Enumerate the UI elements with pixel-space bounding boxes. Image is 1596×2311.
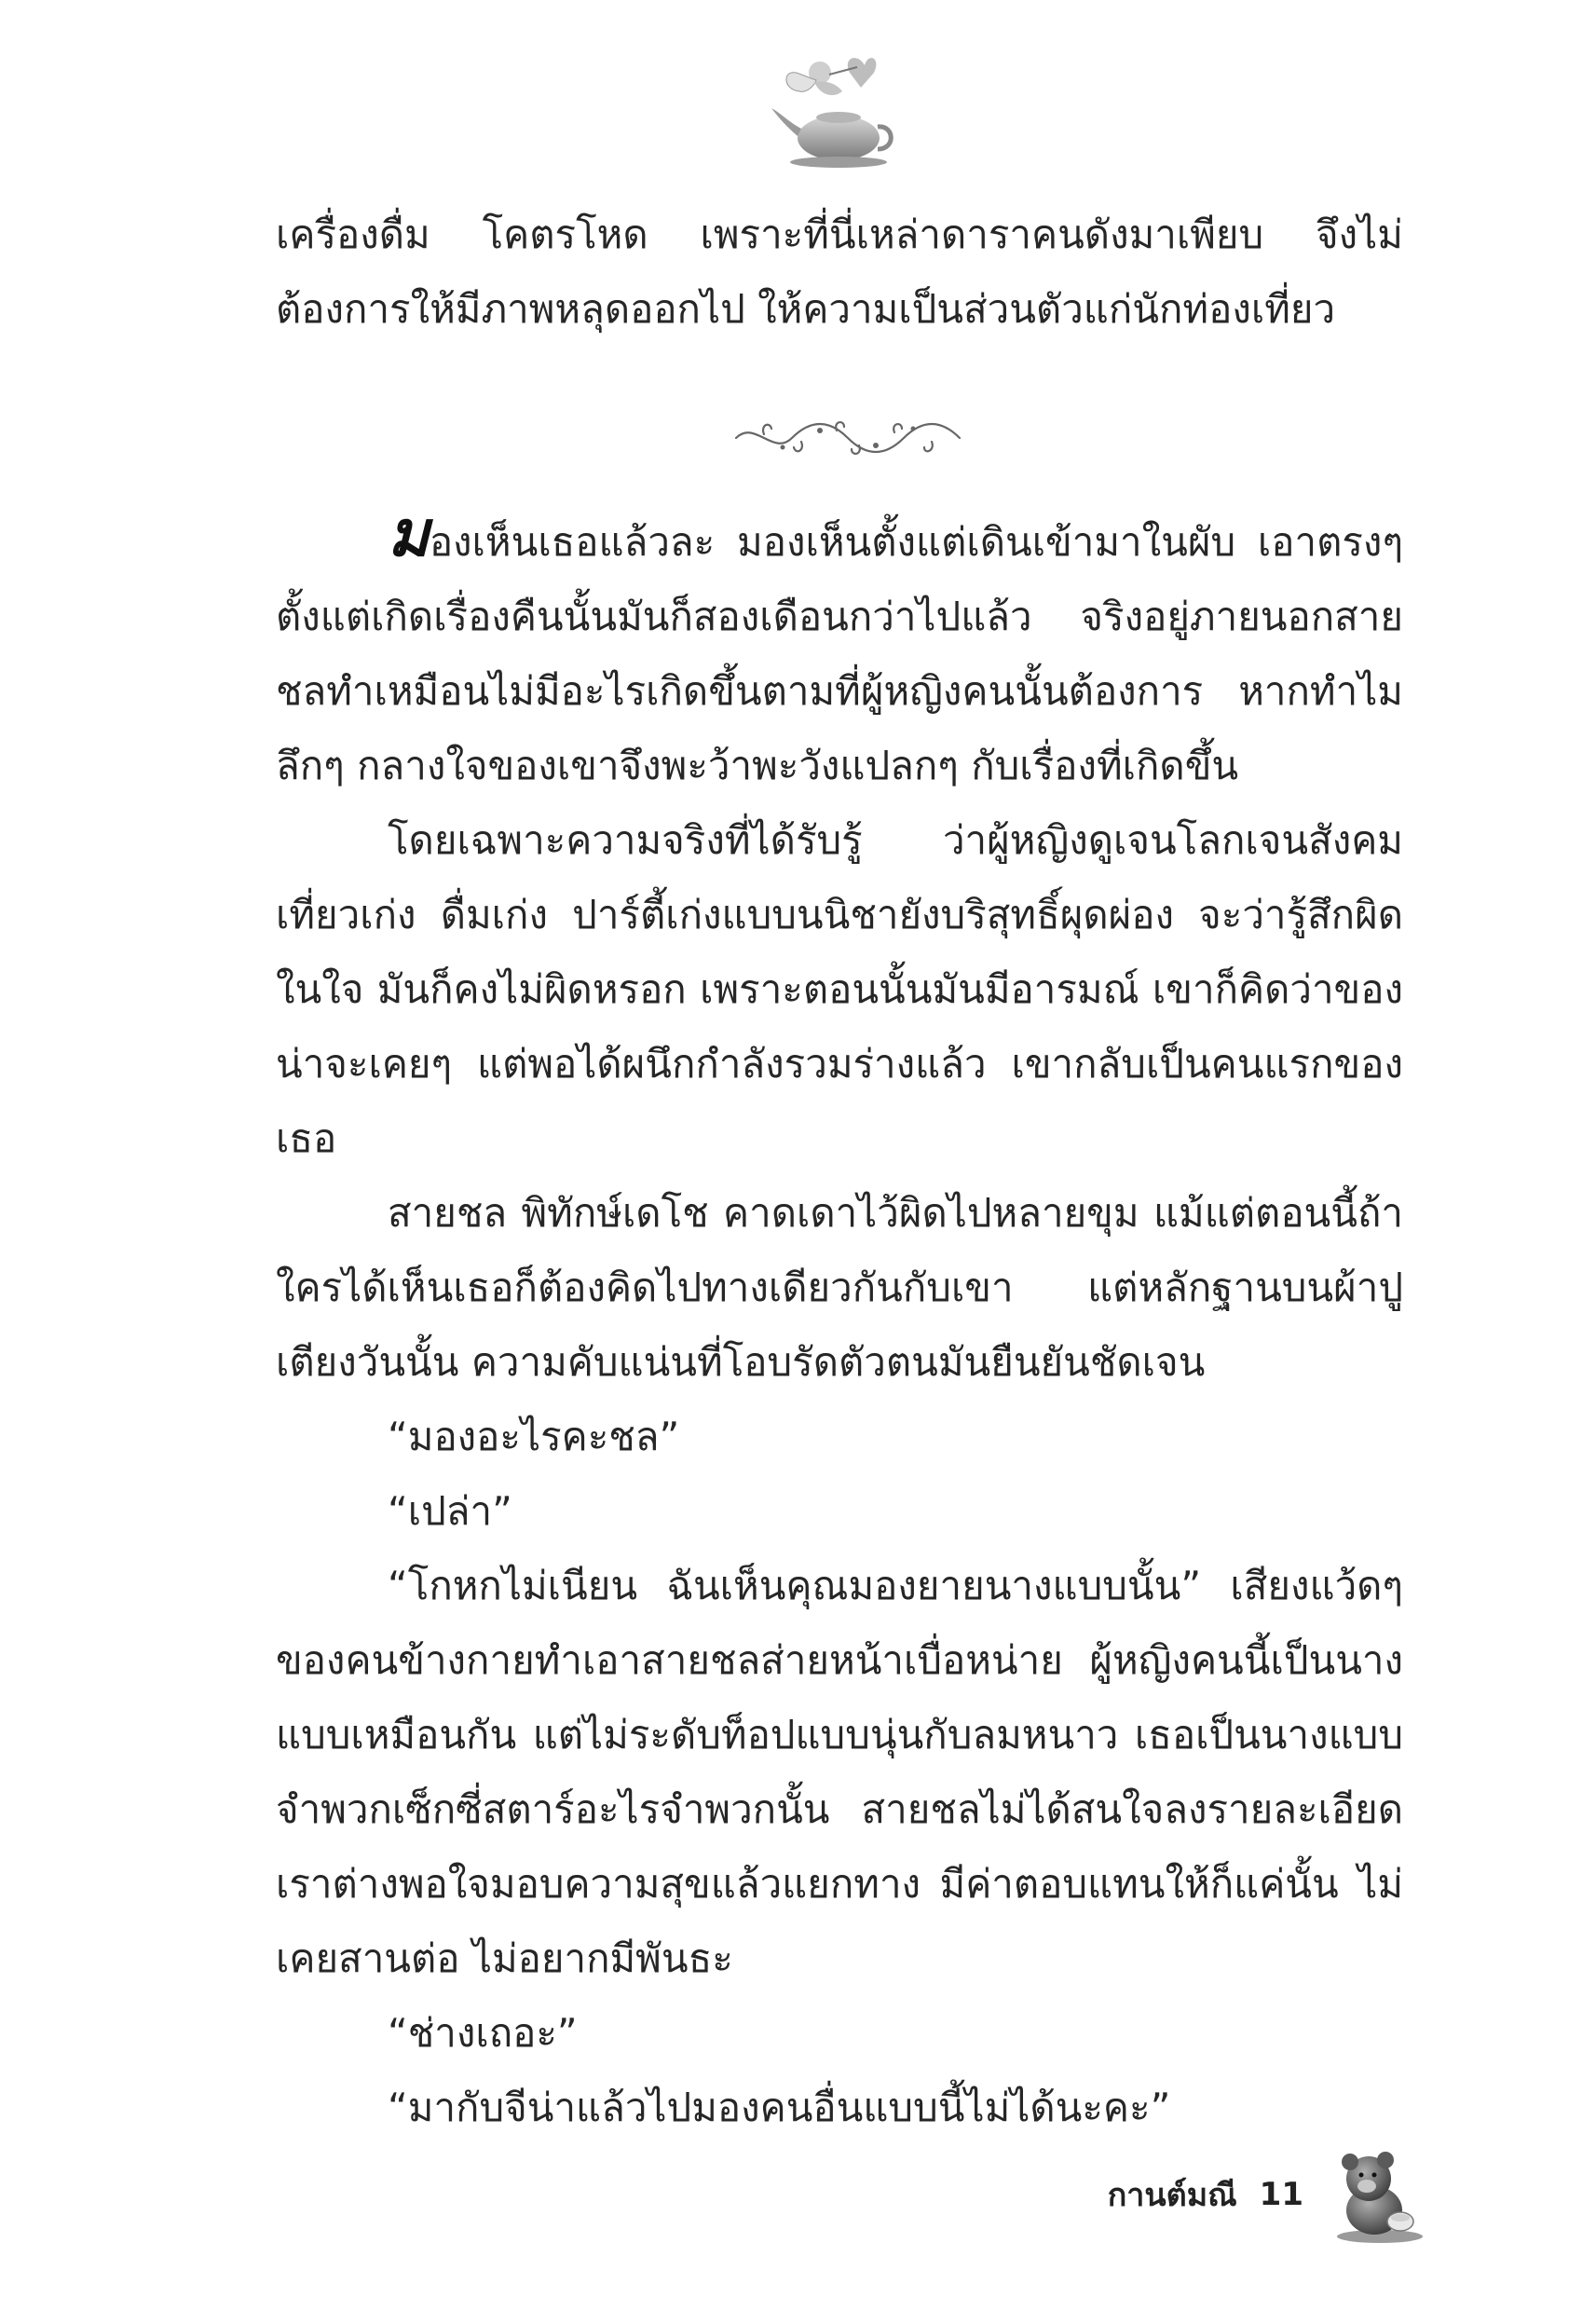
paragraph: “โกหกไม่เนียน ฉันเห็นคุณมองยายนางแบบนั้น” เสียงแว้ดๆ ของคนข้างกายทำเอาสายชลส่ายหน้าเบื่อหน่าย ผู้หญิงคนนี้เป็นนางแบบเหมือนกัน แต่ไม่ระดับท็อปแบบนุ่นกับลมหนาว เธอเป็นนางแบบจำพวกเซ็กซี่สตาร์อะไรจำพวกนั้น สายชลไม่ได้สนใจลงรายละเอียด เราต่างพอใจมอบความสุขแล้วแยกทาง มีค่าตอบแทนให้ก็แค่นั้น ไม่เคยสานต่อ ไม่อยากมีพันธะ [276,1563,1403,1981]
paragraph-block-2 [276,497,1403,2145]
floral-divider-icon [727,410,969,466]
dialog-line: “เปล่า” [388,1488,512,1534]
dialog-line: “มองอะไรคะชล” [388,1414,680,1459]
book-title: กานต์มณี [1107,2177,1237,2214]
paragraph: สายชล พิทักษ์เดโช คาดเดาไว้ผิดไปหลายขุม แม้แต่ตอนนี้ถ้าใครได้เห็นเธอก็ต้องคิดไปทางเดียวกันกับเขา แต่หลักฐานบนผ้าปูเตียงวันนั้น ความคับแน่นที่โอบรัดตัวตนมันยืนยันชัดเจน [276,1190,1403,1385]
dialog-line: “ช่างเถอะ” [388,2010,578,2056]
drop-cap-letter: ม [388,497,430,571]
dialog-line: “มากับจีน่าแล้วไปมองคนอื่นแบบนี้ไม่ได้นะคะ” [388,2085,1171,2130]
paragraph: โดยเฉพาะความจริงที่ได้รับรู้ ว่าผู้หญิงดูเจนโลกเจนสังคม เที่ยวเก่ง ดื่มเก่ง ปาร์ตี้เก่งแบบนนิชายังบริสุทธิ์ผุดผ่อง จะว่ารู้สึกผิดในใจ มันก็คงไม่ผิดหรอก เพราะตอนนั้นมันมีอารมณ์ เขาก็คิดว่าของน่าจะเคยๆ แต่พอได้ผนึกกำลังรวมร่างแล้ว เขากลับเป็นคนแรกของเธอ [276,817,1403,1161]
page-number: 11 [1259,2176,1303,2213]
teapot-cupid-ornament-icon [764,47,904,172]
opening-paragraph [276,497,1403,803]
teddy-bear-icon [1326,2143,1428,2246]
paragraph-block-1 [276,198,1403,347]
page-footer [1108,2143,1428,2246]
paragraph-continuation: เครื่องดื่ม โคตรโหด เพราะที่นี่เหล่าดาราคนดังมาเพียบ จึงไม่ต้องการให้มีภาพหลุดออกไป ให้ความเป็นส่วนตัวแก่นักท่องเที่ยว [276,212,1403,332]
opening-paragraph-text: องเห็นเธอแล้วละ มองเห็นตั้งแต่เดินเข้ามาในผับ เอาตรงๆ ตั้งแต่เกิดเรื่องคืนนั้นมันก็สองเดือนกว่าไปแล้ว จริงอยู่ภายนอกสายชลทำเหมือนไม่มีอะไรเกิดขึ้นตามที่ผู้หญิงคนนั้นต้องการ หากทำไมลึกๆ กลางใจของเขาจึงพะว้าพะวังแปลกๆ กับเรื่องที่เกิดขึ้น [276,519,1403,788]
